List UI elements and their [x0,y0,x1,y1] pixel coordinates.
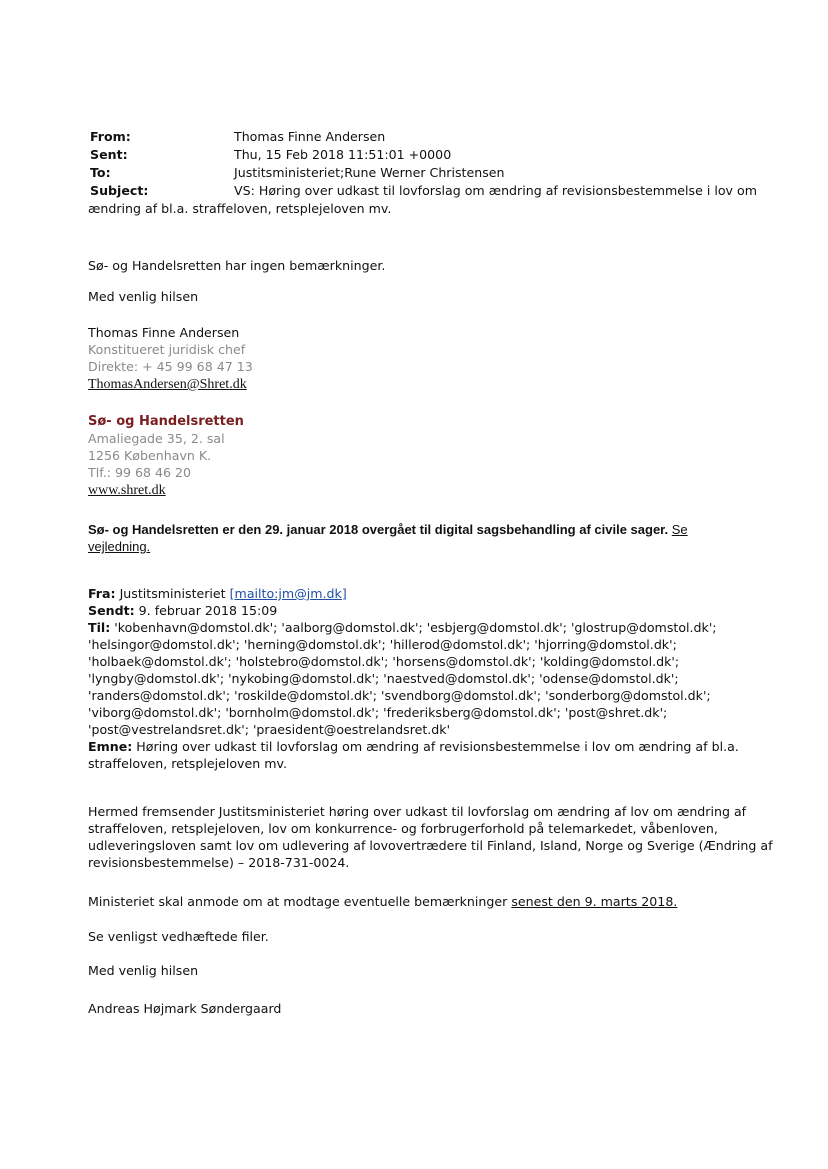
reply-body: Sø- og Handelsretten har ingen bemærkninger. [88,258,386,273]
organization-address2: 1256 København K. [88,448,212,463]
signature-title: Konstitueret juridisk chef [88,342,246,357]
emne-value: Høring over udkast til lovforslag om ændring af revisionsbestemmelse i lov om ændring af bl.a. [136,739,739,754]
from-row [90,128,740,146]
til-recipients-line: 'randers@domstol.dk'; 'roskilde@domstol.dk'; 'svendborg@domstol.dk'; 'sonderborg@domstol.dk'; [88,688,711,703]
notice-link-part1[interactable]: Se [671,522,688,537]
from-value: Thomas Finne Andersen [234,129,386,144]
attachments-note: Se venligst vedhæftede filer. [88,929,269,944]
signature-phone: Direkte: + 45 99 68 47 13 [88,359,253,374]
body-paragraph-1 [88,803,773,871]
signature [88,324,748,392]
organization-website-link[interactable]: www.shret.dk [88,483,166,498]
from-label: From: [90,129,131,144]
to-value: Justitsministeriet;Rune Werner Christensen [234,165,505,180]
fra-value: Justitsministeriet [119,586,226,601]
body-line: udleveringsloven samt lov om udlevering af lovovertrædere til Finland, Island, Norge og Sverige (Ændring af [88,838,773,853]
organization-name: Sø- og Handelsretten [88,414,244,429]
deadline-date: senest den 9. marts 2018. [511,894,678,909]
til-recipients-line: 'kobenhavn@domstol.dk'; 'aalborg@domstol.dk'; 'esbjerg@domstol.dk'; 'glostrup@domstol.dk'; [114,620,717,635]
sendt-label: Sendt: [88,603,135,618]
til-recipients-line: 'holbaek@domstol.dk'; 'holstebro@domstol.dk'; 'horsens@domstol.dk'; 'kolding@domstol.dk'; [88,654,680,669]
organization-block [88,413,748,498]
emne-label: Emne: [88,739,133,754]
til-recipients-line: 'post@vestrelandsret.dk'; 'praesident@oestrelandsret.dk' [88,722,451,737]
organization-address1: Amaliegade 35, 2. sal [88,431,225,446]
digital-notice-text: Sø- og Handelsretten er den 29. januar 2018 overgået til digital sagsbehandling af civile sager. [88,522,669,537]
reply-greeting: Med venlig hilsen [88,289,199,304]
sendt-value: 9. februar 2018 15:09 [138,603,278,618]
fra-label: Fra: [88,586,116,601]
body-line: Hermed fremsender Justitsministeriet høring over udkast til lovforslag om ændring af lov om ændring af [88,804,747,819]
sent-row [90,146,740,164]
til-recipients-line: 'lyngby@domstol.dk'; 'nykobing@domstol.dk'; 'naestved@domstol.dk'; 'odense@domstol.dk'; [88,671,679,686]
to-label: To: [90,165,111,180]
deadline-prefix: Ministeriet skal anmode om at modtage eventuelle bemærkninger [88,894,508,909]
til-recipients-line: 'viborg@domstol.dk'; 'bornholm@domstol.dk'; 'frederiksberg@domstol.dk'; 'post@shret.dk'; [88,705,668,720]
notice-link-part2[interactable]: vejledning. [88,539,151,554]
body-line: straffeloven, retsplejeloven, lov om konkurrence- og forbrugerforhold på telemarkedet, våbenloven, [88,821,718,836]
subject-row [90,182,757,200]
signature-email-link[interactable]: ThomasAndersen@Shret.dk [88,377,247,392]
sent-value: Thu, 15 Feb 2018 11:51:01 +0000 [234,147,452,162]
closing-greeting: Med venlig hilsen [88,963,199,978]
subject-label: Subject: [90,183,149,198]
to-row [90,164,740,182]
forwarded-header [88,585,748,772]
digital-notice [88,521,728,555]
subject-value: VS: Høring over udkast til lovforslag om ændring af revisionsbestemmelse i lov om [234,183,757,198]
subject-continuation: ændring af bl.a. straffeloven, retsplejeloven mv. [88,201,392,216]
til-label: Til: [88,620,111,635]
organization-phone: Tlf.: 99 68 46 20 [88,465,192,480]
emne-continuation: straffeloven, retsplejeloven mv. [88,756,287,771]
email-header [88,128,757,217]
til-recipients-line: 'helsingor@domstol.dk'; 'herning@domstol.dk'; 'hillerod@domstol.dk'; 'hjorring@domstol.dk'; [88,637,677,652]
sent-label: Sent: [90,147,128,162]
body-paragraph-2 [88,893,748,910]
signer-name: Andreas Højmark Søndergaard [88,1001,282,1016]
fra-mailto-link[interactable]: [mailto:jm@jm.dk] [229,586,347,601]
signature-name: Thomas Finne Andersen [88,325,240,340]
body-line: revisionsbestemmelse) – 2018-731-0024. [88,855,350,870]
